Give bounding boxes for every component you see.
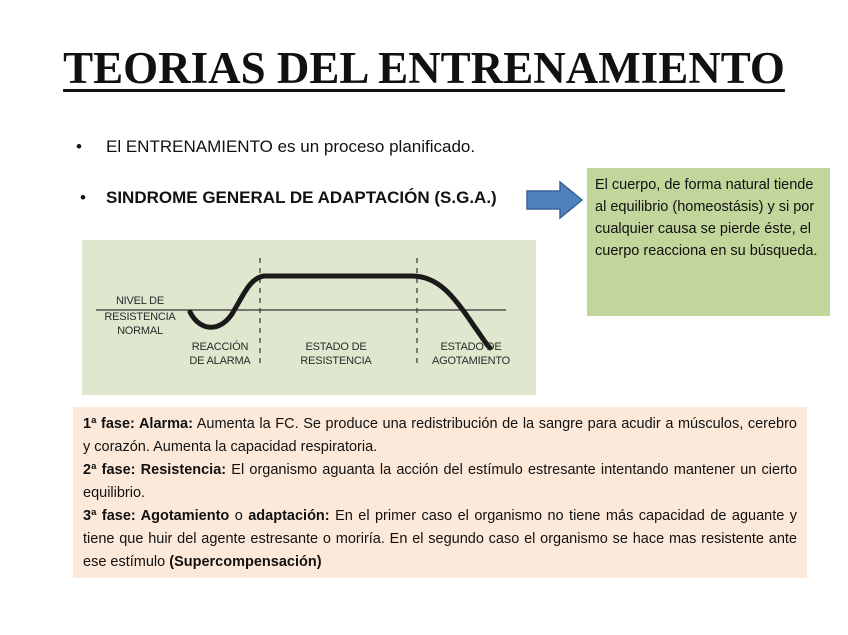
baseline-label: NIVEL DE: [115, 295, 165, 307]
bullet-dot: •: [76, 137, 82, 156]
stress-response-curve: [190, 276, 490, 348]
phase-3: 3ª fase: Agotamiento o adaptación: En el primer caso el organismo no tiene más capacidad de aguante y tiene que huir del agente estresante o moriría. En el segundo caso el organismo se hace mas resistente ante ese estímulo (Supercompensación): [83, 508, 798, 570]
alarm-label: DE ALARMA: [189, 355, 251, 367]
alarm-label: REACCIÓN: [191, 341, 249, 353]
phase-text: Aumenta la FC. Se produce una redistribución de la sangre para acudir a músculos, cerebro y corazón. Aumenta la capacidad respiratoria.: [83, 416, 797, 455]
phase-label: 3ª fase: [83, 508, 131, 524]
phases-box: [73, 407, 807, 578]
exhaustion-label: AGOTAMIENTO: [431, 355, 511, 367]
bullet-text: SINDROME GENERAL DE ADAPTACIÓN (S.G.A.): [106, 188, 497, 207]
phase-2: 2ª fase: Resistencia: El organismo aguanta la acción del estímulo estresante intentando mantener un cierto equilibrio.: [83, 462, 798, 501]
bullet-item-sga: [80, 187, 540, 211]
right-arrow-icon: [526, 180, 584, 220]
resistance-label: RESISTENCIA: [300, 355, 372, 367]
bullet-text: El ENTRENAMIENTO es un proceso planificado.: [106, 137, 476, 156]
note-text: El cuerpo, de forma natural tiende al equilibrio (homeostásis) y si por cualquier causa se pierde éste, el cuerpo reacciona en su búsqueda.: [595, 177, 818, 259]
phase-name: Resistencia: [140, 462, 222, 478]
bullet-item-training: [76, 136, 536, 160]
phase-highlight: (Supercompensación): [169, 554, 322, 570]
phase-name: Alarma: [138, 416, 189, 432]
baseline-label: NORMAL: [117, 325, 163, 337]
phase-name: Agotamiento: [140, 508, 230, 524]
sga-curve-graphic: [82, 240, 536, 395]
phase-text: El organismo aguanta la acción del estímulo estresante intentando mantener un cierto equilibrio.: [83, 462, 798, 501]
exhaustion-label: ESTADO DE: [440, 341, 502, 353]
phase-name-2: adaptación: [248, 508, 325, 524]
phase-label: 1ª fase: [83, 416, 131, 432]
sga-diagram: [82, 240, 536, 395]
bullet-dot: •: [80, 188, 86, 207]
slide-title: TEORIAS DEL ENTRENAMIENTO: [63, 43, 785, 93]
baseline-label: RESISTENCIA: [104, 311, 176, 323]
phase-label: 2ª fase: [83, 462, 131, 478]
homeostasis-note: [587, 168, 830, 316]
resistance-label: ESTADO DE: [305, 341, 367, 353]
phase-connector: o: [229, 508, 249, 524]
phase-1: 1ª fase: Alarma: Aumenta la FC. Se produce una redistribución de la sangre para acudir a músculos, cerebro y corazón. Aumenta la capacidad respiratoria.: [83, 416, 797, 455]
phase-text: En el primer caso el organismo no tiene más capacidad de aguante y tiene que huir del agente estresante o moriría. En el segundo caso el organismo se hace mas resistente ante ese estímulo: [83, 508, 798, 570]
